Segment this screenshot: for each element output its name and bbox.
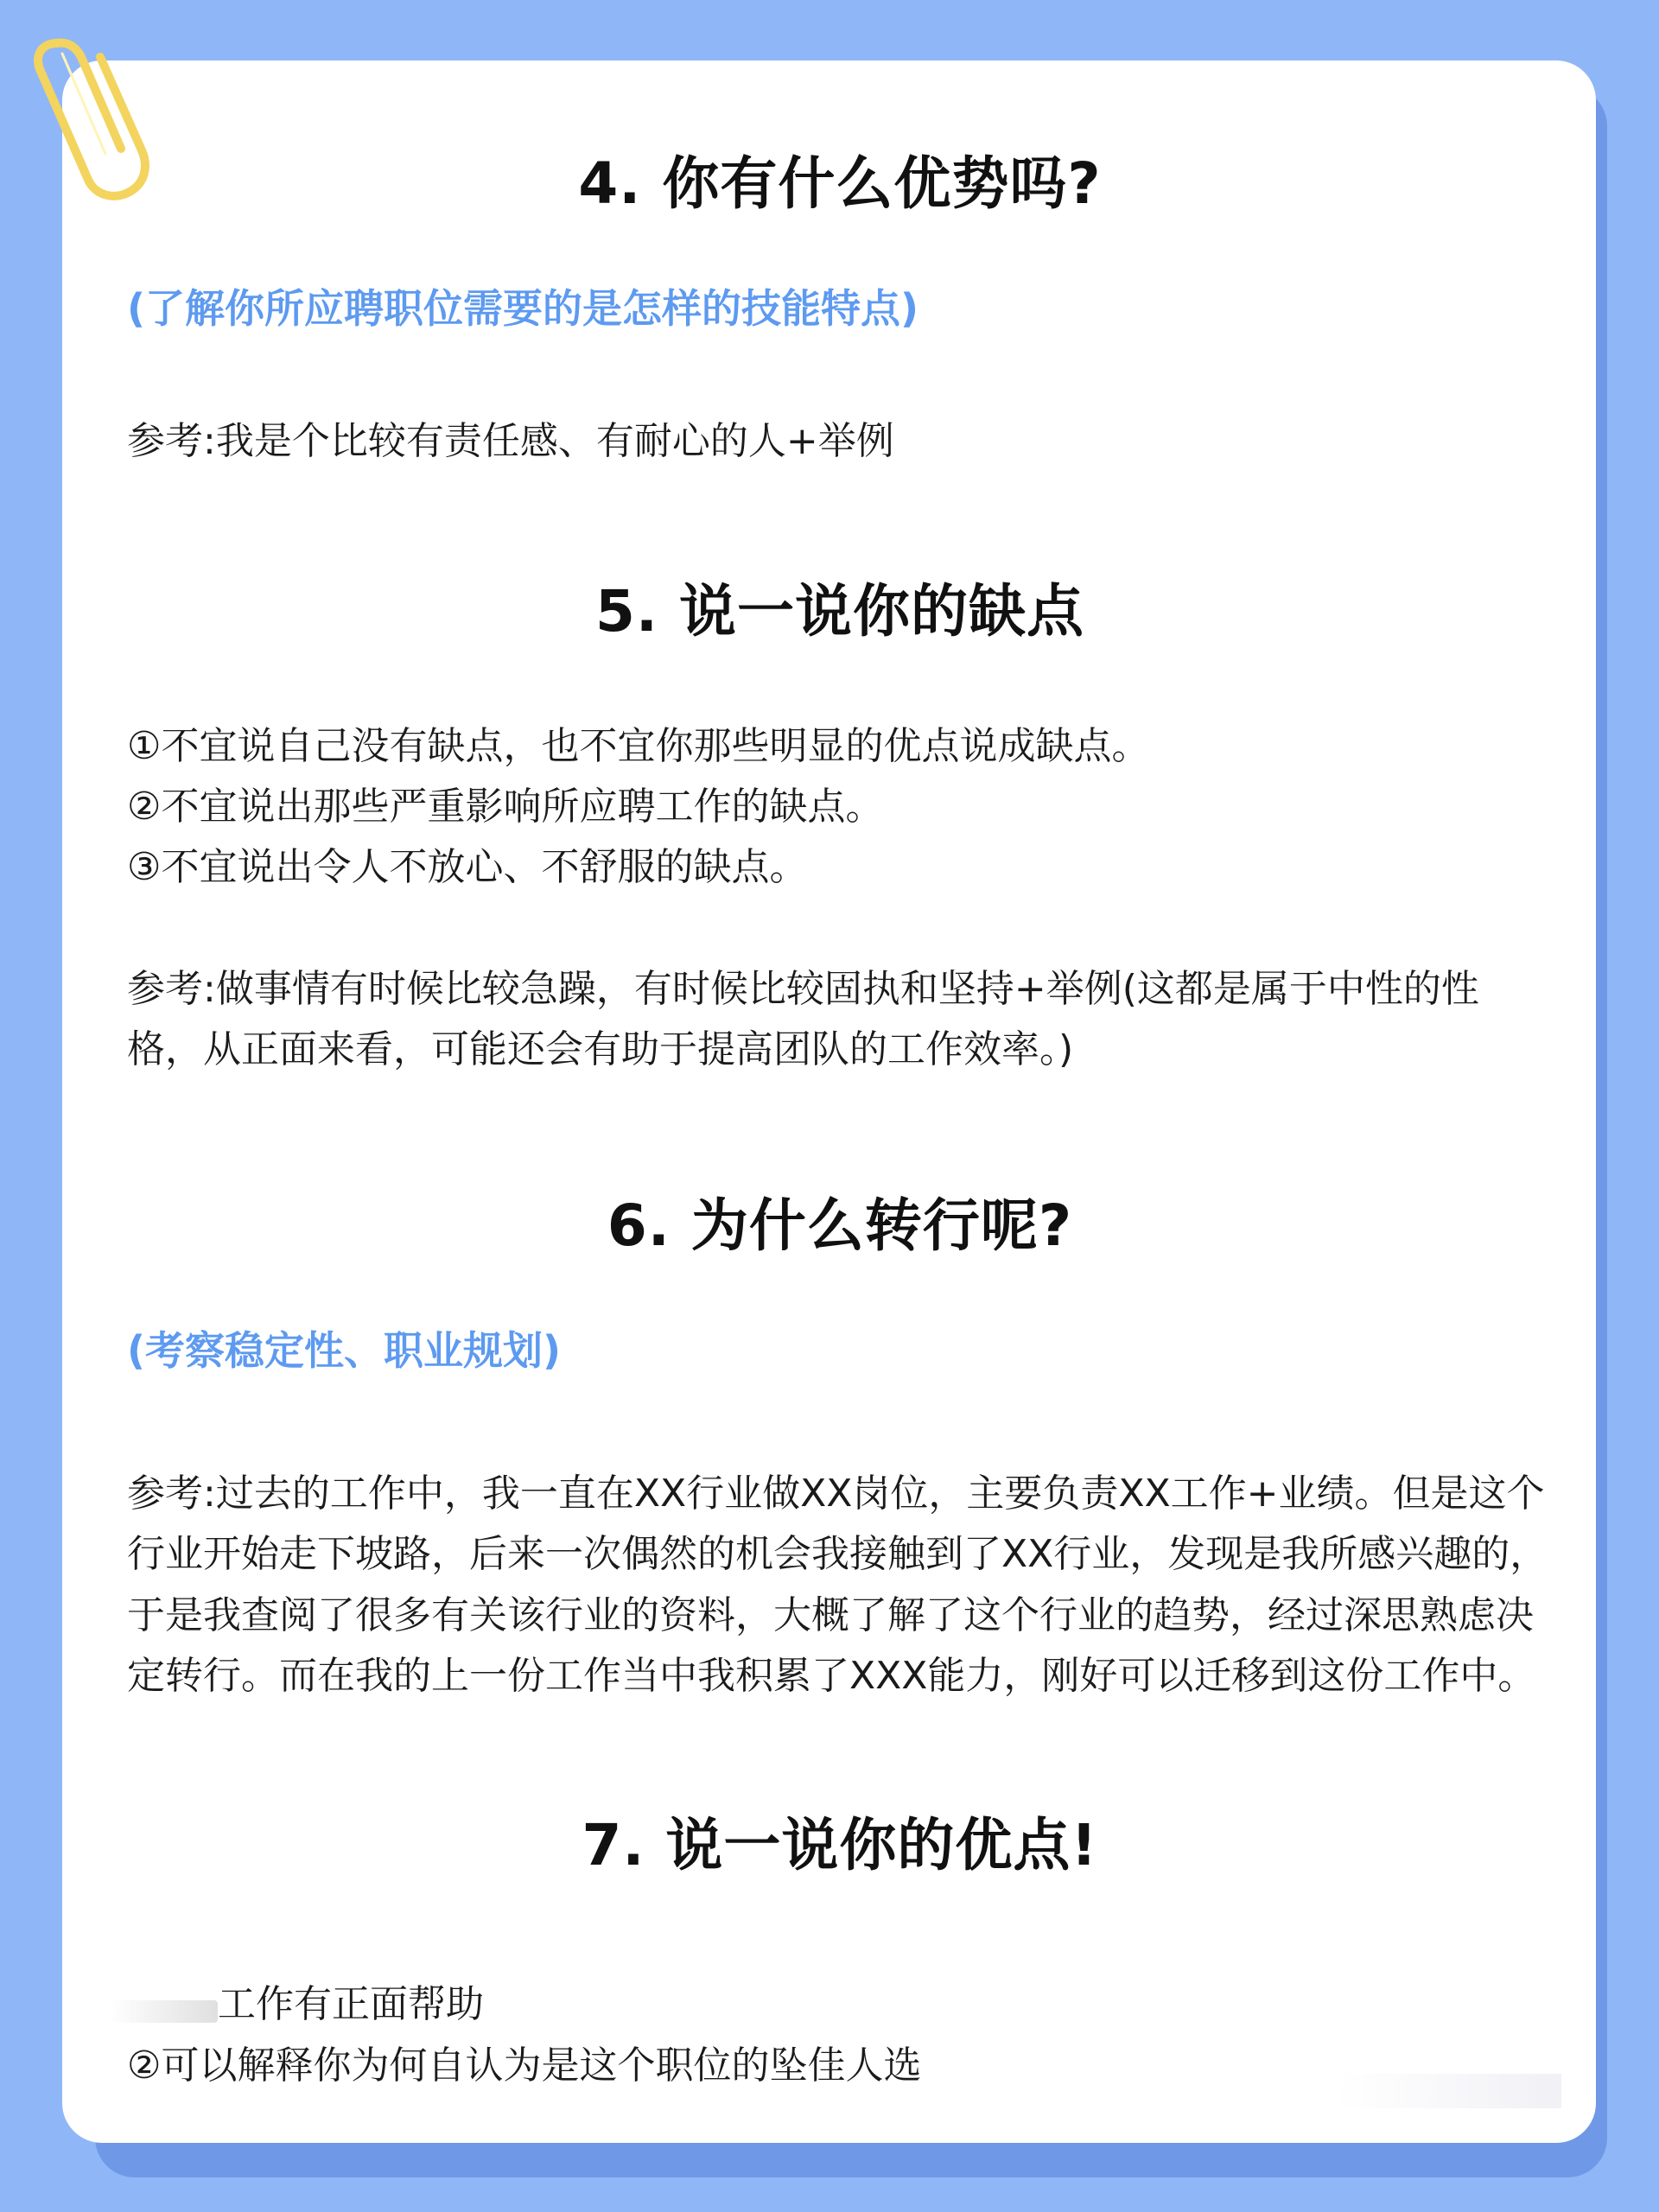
list-item: ②不宜说出那些严重影响所应聘工作的缺点。 <box>127 785 884 830</box>
list-item-text: 工作有正面帮助 <box>218 1982 484 2027</box>
section-7 <box>127 1813 1553 2097</box>
list-item: ①不宜说自己没有缺点，也不宜你那些明显的优点说成缺点。 <box>127 723 1150 768</box>
section-6-title: 6. 为什么转行呢? <box>607 1192 1073 1259</box>
section-4-title: 4. 你有什么优势吗? <box>578 150 1102 217</box>
section-4-hint: (了解你所应聘职位需要的是怎样的技能特点) <box>127 284 919 332</box>
section-6-reference: 参考:过去的工作中，我一直在XX行业做XX岗位，主要负责XX工作+业绩。但是这个行业开始走下坡路，后来一次偶然的机会我接触到了XX行业，发现是我所感兴趣的，于是我查阅了很多有关该行业的资料，大概了解了这个行业的趋势，经过深思熟虑决定转行。而在我的上一份工作当中我积累了XXX能力，刚好可以迁移到这份工作中。 <box>127 1471 1548 1699</box>
section-5-list <box>127 716 1553 899</box>
article-content <box>127 151 1553 2096</box>
list-item <box>127 1974 1553 2035</box>
list-item: ②可以解释你为何自认为是这个职位的坠佳人选 <box>127 2043 922 2088</box>
corner-fade <box>1337 2074 1561 2108</box>
section-5-reference: 参考:做事情有时候比较急躁，有时候比较固执和坚持+举例(这都是属于中性的性格，从正面来看，可能还会有助于提高团队的工作效率。) <box>127 966 1479 1072</box>
section-4-reference: 参考:我是个比较有责任感、有耐心的人+举例 <box>127 419 894 464</box>
section-4 <box>127 151 1553 473</box>
section-7-title: 7. 说一说你的优点! <box>582 1811 1098 1878</box>
obscured-text-mark <box>110 2000 218 2023</box>
section-6 <box>127 1193 1553 1707</box>
section-5-title: 5. 说一说你的缺点 <box>595 577 1084 645</box>
section-5 <box>127 579 1553 1081</box>
section-6-hint: (考察稳定性、职业规划) <box>127 1326 562 1374</box>
list-item: ③不宜说出令人不放心、不舒服的缺点。 <box>127 845 808 890</box>
content-card <box>62 60 1596 2143</box>
paperclip-icon <box>24 26 154 207</box>
